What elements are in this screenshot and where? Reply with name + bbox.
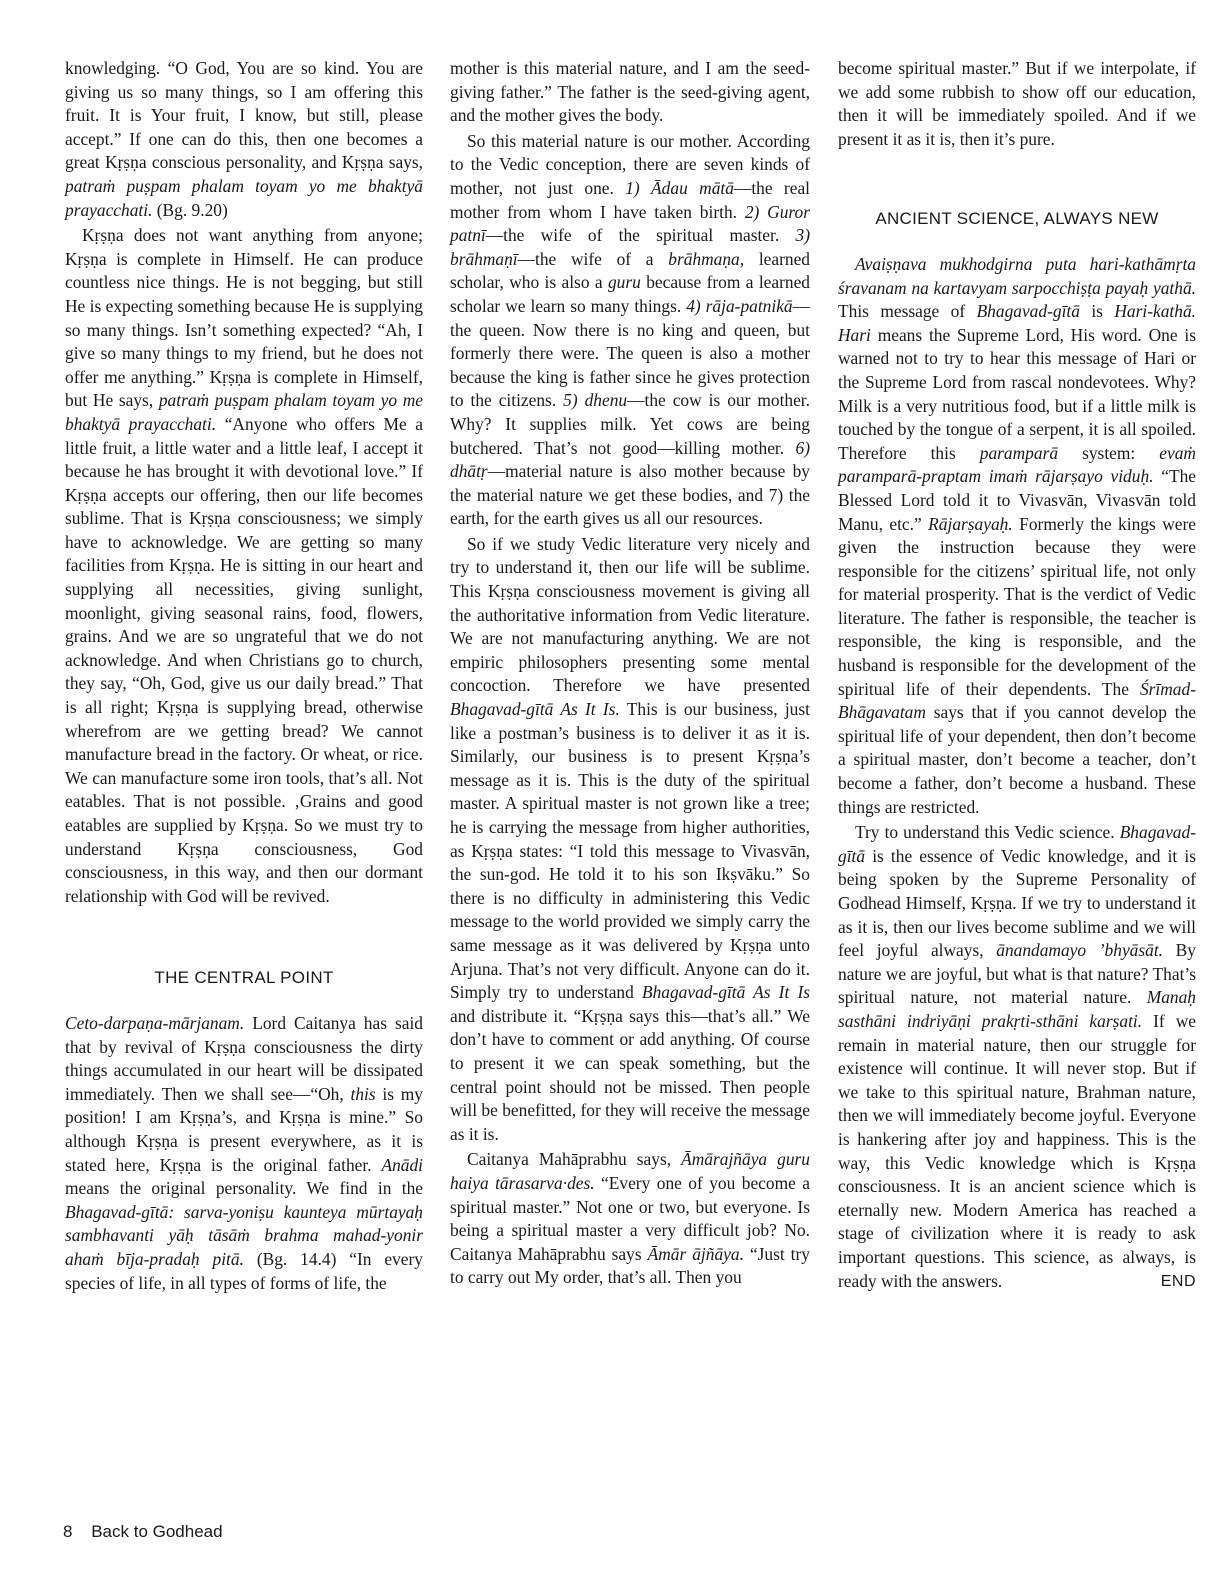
paragraph: Avaiṣṇava mukhodgirna puta hari-kathāmṛta śravanam na kartavyam sarpocchiṣṭa payaḥ yathā. This message of Bhagavad-gītā is Hari-kathā. Hari means the Supreme Lord, His word. One is warned not to try to hear this message of Hari or the Supreme Lord from rascal nondevotees. Why? Milk is a very nutritious food, but if a little milk is touched by the tongue of a serpent, it is all spoiled. Therefore this paramparā system: evaṁ paramparā-praptam imaṁ rājarṣayo viduḥ. “The Blessed Lord told it to Vivasvān, Vivasvān told Manu, etc.” Rājarṣayaḥ. Formerly the kings were given the instruction because they were responsible for the citizens’ spiritual life, not only for material prosperity. That is the verdict of Vedic literature. The father is responsible, the teacher is responsible, the king is responsible, and the husband is responsible for the development of the spiritual life of their dependents. The Śrīmad-Bhāgavatam says that if you cannot develop the spiritual life of your dependent, then don’t become a spiritual master, don’t become a teacher, don’t become a father, don’t become a husband. These things are restricted.: [838, 253, 1196, 817]
paragraph: become spiritual master.” But if we interpolate, if we add some rubbish to show off our education, then it will be immediately spoiled. And if we present it as it is, then it’s pure.: [838, 58, 1196, 149]
paragraph: So this material nature is our mother. According to the Vedic conception, there are seven kinds of mother, not just one. 1) Ādau mātā—the real mother from whom I have taken birth. 2) Guror patnī—the wife of the spiritual master. 3) brāhmaṇī—the wife of a brāhmaṇa, learned scholar, who is also a guru because from a learned scholar we learn so many things. 4) rāja-patnikā—the queen. Now there is no king and queen, but formerly there were. The queen is also a mother because the king is father since he gives protection to the citizens. 5) dhenu—the cow is our mother. Why? It supplies milk. Yet cows are being butchered. That’s not good—killing mother. 6) dhātṛ—material nature is also mother because by the material nature we get these bodies, and 7) the earth, for the earth gives us all our resources.: [450, 130, 811, 529]
column-1: [65, 57, 423, 1295]
paragraph: So if we study Vedic literature very nicely and try to understand it, then our life will be sublime. This Kṛṣṇa consciousness movement is giving all the authoritative information from Vedic literature. We are not manufacturing anything. We are not empiric philosophers presenting some mental concoction. Therefore we have presented Bhagavad-gītā As It Is. This is our business, just like a postman’s business is to deliver it as it is. Similarly, our business is to present Kṛṣṇa’s message as it is. This is the duty of the spiritual master. A spiritual master is not grown like a tree; he is carrying the message from higher authorities, as Kṛṣṇa states: “I told this message to Vivasvān, the sun-god. He told it to his son Ikṣvāku.” So there is no difficulty in administering this Vedic message to the world provided we simply carry the same message as it was delivered by Kṛṣṇa unto Arjuna. That’s not very difficult. Anyone can do it. Simply try to understand Bhagavad-gītā As It Is and distribute it. “Kṛṣṇa says this—that’s all.” We don’t have to comment or add anything. Of course to present it we can speak something, but the central point should not be missed. Then people will be benefitted, for they will receive the message as it is.: [450, 533, 810, 1144]
paragraph: Try to understand this Vedic science. Bhagavad-gītā is the essence of Vedic knowledge, and it is being spoken by the Supreme Personality of Godhead Himself, Kṛṣṇa. If we try to understand it as it is, then our lives become sublime and we will feel joyful always, ānandamayo ’bhyāsāt. By nature we are joyful, but what is that nature? That’s spiritual nature, not material nature. Manaḥ sasthāni indriyāṇi prakṛti-sthāni karṣati. If we remain in material nature, then our struggle for existence will continue. It will never stop. But if we take to this spiritual nature, Brahman nature, then we will immediately become joyful. Everyone is hankering after joy and happiness. This is the way, this Vedic knowledge which is Kṛṣṇa consciousness. It is an ancient science which is eternally new. Modern America has reached a stage of civilization where it is ready to ask important questions. This science, as always, is ready with the answers. END: [838, 821, 1196, 1293]
column-3: [838, 57, 1196, 1293]
column-2: [450, 57, 810, 1290]
paragraph: Caitanya Mahāprabhu says, Āmārajñāya guru haiya tārasarva·des. “Every one of you become a spiritual master.” Not one or two, but everyone. Is being a spiritual master a very difficult job? No. Caitanya Mahāprabhu says Āmār ājñāya. “Just try to carry out My order, that’s all. Then you: [450, 1149, 811, 1288]
page-number: 8: [63, 1522, 73, 1541]
section-heading: THE CENTRAL POINT: [154, 968, 334, 988]
paragraph: mother is this material nature, and I am the seed-giving father.” The father is the seed-giving agent, and the mother gives the body.: [450, 58, 810, 126]
page-footer: [63, 1522, 223, 1542]
end-mark: END: [1160, 1272, 1196, 1290]
paragraph: Kṛṣṇa does not want anything from anyone; Kṛṣṇa is complete in Himself. He can produce countless nice things. He is not begging, but still He is expecting something because He is supplying so many things. Isn’t something expected? “Ah, I give so many things to my friend, but he does not offer me anything.” Kṛṣṇa is complete in Himself, but He says, patraṁ puṣpam phalam toyam yo me bhaktyā prayacchati. “Anyone who offers Me a little fruit, a little water and a little leaf, I accept it because he has brought it with devotional love.” If Kṛṣṇa accepts our offering, then our life becomes sublime. That is Kṛṣṇa consciousness; we simply have to acknowledge. We are getting so many facilities from Kṛṣṇa. He is sitting in our heart and supplying all necessities, giving sunlight, moonlight, giving seasonal rains, food, flowers, grains. And we are so ungrateful that we do not acknowledge. And when Christians go to church, they say, “Oh, God, give us our daily bread.” That is all right; Kṛṣṇa is supplying bread, otherwise wherefrom are we getting bread? We cannot manufacture bread in the factory. Or wheat, or rice. We can manufacture some iron tools, that’s all. Not eatables. That is not possible. ‚Grains and good eatables are supplied by Kṛṣṇa. So we must try to understand Kṛṣṇa consciousness, God consciousness, in this way, and then our dormant relationship with God will be revived.: [65, 225, 424, 906]
paragraph: Ceto-darpaṇa-mārjanam. Lord Caitanya has said that by revival of Kṛṣṇa consciousness the dirty things accumulated in our heart will be dissipated immediately. Then we shall see—“Oh, this is my position! I am Kṛṣṇa’s, and Kṛṣṇa is mine.” So although Kṛṣṇa is present everywhere, as it is stated here, Kṛṣṇa is the original father. Anādi means the original personality. We find in the Bhagavad-gītā: sarva-yoniṣu kaunteya mūrtayaḥ sambhavanti yāḥ tāsāṁ brahma mahad-yonir ahaṁ bīja-pradaḥ pitā. (Bg. 14.4) “In every species of life, in all types of forms of life, the: [65, 1012, 423, 1293]
section-heading: ANCIENT SCIENCE, ALWAYS NEW: [875, 209, 1159, 229]
paragraph: knowledging. “O God, You are so kind. You are giving us so many things, so I am offering this fruit. It is Your fruit, I know, but still, please accept.” If one can do this, then one becomes a great Kṛṣṇa conscious personality, and Kṛṣṇa says, patraṁ puṣpam phalam toyam yo me bhaktyā prayacchati. (Bg. 9.20): [65, 58, 423, 220]
magazine-title: Back to Godhead: [91, 1522, 223, 1541]
